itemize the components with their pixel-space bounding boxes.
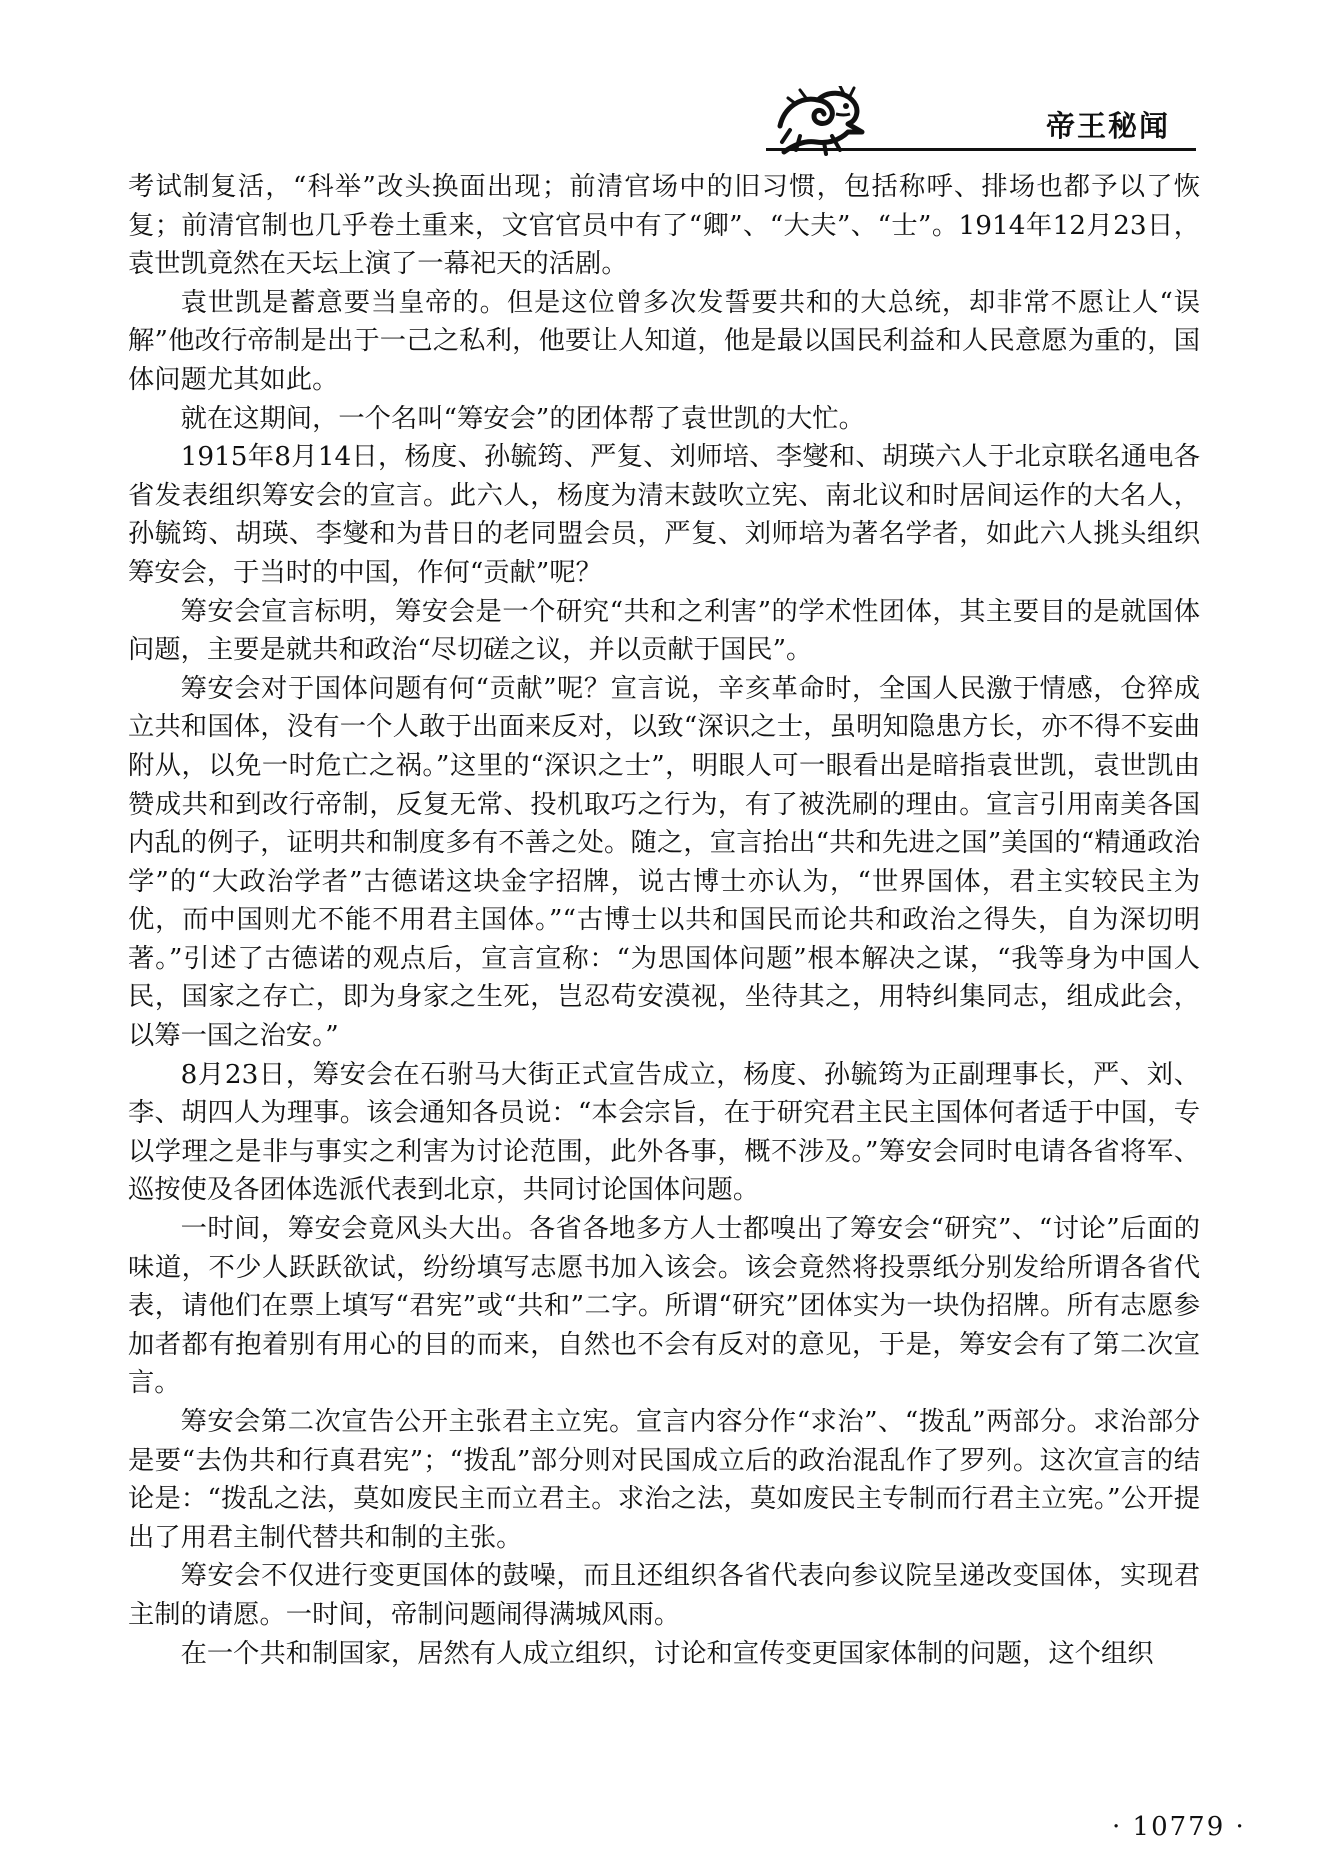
paragraph-2: 袁世凯是蓄意要当皇帝的。但是这位曾多次发誓要共和的大总统，却非常不愿让人“误解”他改行帝制是出于一己之私利，他要让人知道，他是最以国民利益和人民意愿为重的，国体问题尤其如此。 xyxy=(128,287,1200,395)
paragraph-8: 一时间，筹安会竟风头大出。各省各地多方人士都嗅出了筹安会“研究”、“讨论”后面的味道，不少人跃跃欲试，纷纷填写志愿书加入该会。该会竟然将投票纸分别发给所谓各省代表，请他们在票上填写“君宪”或“共和”二字。所谓“研究”团体实为一块伪招牌。所有志愿参加者都有抱着别有用心的目的而来，自然也不会有反对的意见，于是，筹安会有了第二次宣言。 xyxy=(128,1214,1200,1399)
header-title: 帝王秘闻 xyxy=(1046,109,1171,143)
paragraph-1: 考试制复活，“科举”改头换面出现；前清官场中的旧习惯，包括称呼、排场也都予以了恢复；前清官制也几乎卷土重来，文官官员中有了“卿”、“大夫”、“士”。1914年12月23日，袁世凯竟然在天坛上演了一幕祀天的活剧。 xyxy=(128,172,1200,280)
paragraph-10: 筹安会不仅进行变更国体的鼓噪，而且还组织各省代表向参议院呈递改变国体，实现君主制的请愿。一时间，帝制问题闹得满城风雨。 xyxy=(128,1561,1200,1630)
paragraph-6: 筹安会对于国体问题有何“贡献”呢？宣言说，辛亥革命时，全国人民激于情感，仓猝成立共和国体，没有一个人敢于出面来反对，以致“深识之士，虽明知隐患方长，亦不得不妄曲附从，以免一时危亡之祸。”这里的“深识之士”，明眼人可一眼看出是暗指袁世凯，袁世凯由赞成共和到改行帝制，反复无常、投机取巧之行为，有了被洗刷的理由。宣言引用南美各国内乱的例子，证明共和制度多有不善之处。随之，宣言抬出“共和先进之国”美国的“精通政治学”的“大政治学者”古德诺这块金字招牌，说古博士亦认为，“世界国体，君主实较民主为优，而中国则尤不能不用君主国体。”“古博士以共和国民而论共和政治之得失，自为深切明著。”引述了古德诺的观点后，宣言宣称：“为思国体问题”根本解决之谋，“我等身为中国人民，国家之存亡，即为身家之生死，岂忍苟安漠视，坐待其之，用特纠集同志，组成此会，以筹一国之治安。” xyxy=(128,673,1200,1052)
page-number: · 10779 · xyxy=(1112,1812,1246,1842)
header-rule xyxy=(766,148,1196,151)
paragraph-11: 在一个共和制国家，居然有人成立组织，讨论和宣传变更国家体制的问题，这个组织 xyxy=(180,1638,1154,1669)
paragraph-5: 筹安会宣言标明，筹安会是一个研究“共和之利害”的学术性团体，其主要目的是就国体问题，主要是就共和政治“尽切磋之议，并以贡献于国民”。 xyxy=(128,596,1200,666)
article-body xyxy=(128,168,1200,1673)
dragon-icon xyxy=(770,86,874,156)
page-header xyxy=(0,0,1322,160)
paragraph-3: 就在这期间，一个名叫“筹安会”的团体帮了袁世凯的大忙。 xyxy=(180,403,865,434)
paragraph-4: 1915年8月14日，杨度、孙毓筠、严复、刘师培、李燮和、胡瑛六人于北京联名通电各省发表组织筹安会的宣言。此六人，杨度为清末鼓吹立宪、南北议和时居间运作的大名人，孙毓筠、胡瑛、李燮和为昔日的老同盟会员，严复、刘师培为著名学者，如此六人挑头组织筹安会，于当时的中国，作何“贡献”呢？ xyxy=(128,442,1200,588)
paragraph-9: 筹安会第二次宣告公开主张君主立宪。宣言内容分作“求治”、“拨乱”两部分。求治部分是要“去伪共和行真君宪”；“拨乱”部分则对民国成立后的政治混乱作了罗列。这次宣言的结论是：“拨乱之法，莫如废民主而立君主。求治之法，莫如废民主专制而行君主立宪。”公开提出了用君主制代替共和制的主张。 xyxy=(128,1407,1200,1553)
paragraph-7: 8月23日，筹安会在石驸马大街正式宣告成立，杨度、孙毓筠为正副理事长，严、刘、李、胡四人为理事。该会通知各员说：“本会宗旨，在于研究君主民主国体何者适于中国，专以学理之是非与事实之利害为讨论范围，此外各事，概不涉及。”筹安会同时电请各省将军、巡按使及各团体选派代表到北京，共同讨论国体问题。 xyxy=(128,1059,1200,1206)
